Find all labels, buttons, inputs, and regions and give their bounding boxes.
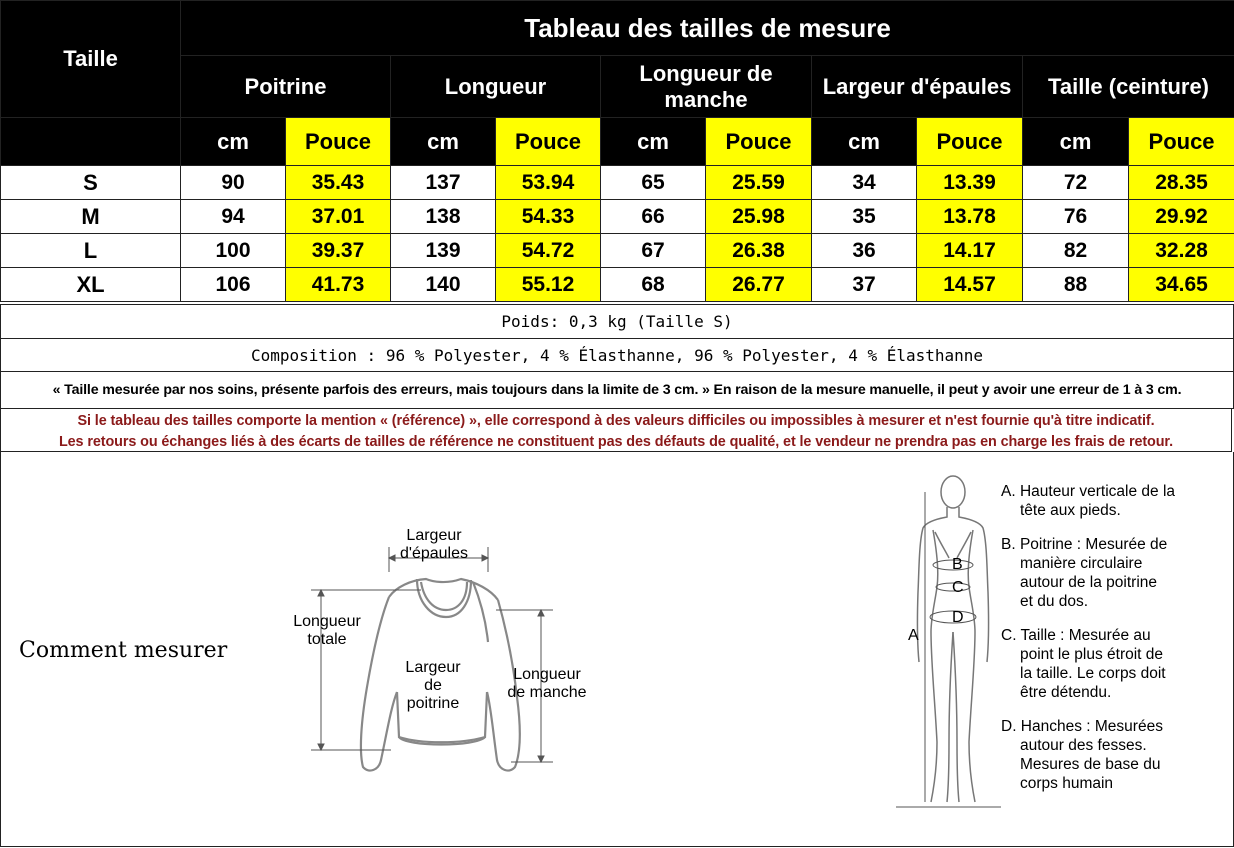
warning-line: Les retours ou échanges liés à des écarts de tailles de référence ne constituent pas des défauts de qualité, et le vendeur ne prendra pas en charge les frais de retour. [58,434,1174,450]
value-pouce: 14.17 [917,234,1023,268]
value-cm: 37 [812,268,917,302]
body-diagram [891,462,1001,812]
description-line: et du dos. [1020,593,1089,610]
size-column-header: Taille [1,1,181,118]
description-line: autour des fesses. [1020,737,1147,754]
description-line: D. Hanches : Mesurées [1001,718,1163,735]
measure-lines [311,547,553,762]
measurement-descriptions [1001,482,1231,808]
unit-cm: cm [601,118,706,166]
group-header-length: Longueur [391,56,601,118]
value-pouce: 41.73 [286,268,391,302]
weight-info: Poids: 0,3 kg (Taille S) [0,304,1234,339]
unit-pouce: Pouce [286,118,391,166]
description-line: la taille. Le corps doit [1020,665,1166,682]
value-pouce: 39.37 [286,234,391,268]
value-cm: 137 [391,166,496,200]
value-pouce: 26.77 [706,268,812,302]
value-cm: 82 [1023,234,1129,268]
table-row [1,268,1234,302]
value-cm: 35 [812,200,917,234]
value-cm: 34 [812,166,917,200]
value-pouce: 32.28 [1129,234,1234,268]
shoulder-label: d'épaules [400,545,468,562]
value-pouce: 35.43 [286,166,391,200]
description-line: corps humain [1020,775,1114,792]
description-line: manière circulaire [1020,555,1143,572]
unit-pouce: Pouce [917,118,1023,166]
unit-cm: cm [181,118,286,166]
sleeve-length-label: de manche [507,684,587,701]
unit-pouce: Pouce [496,118,601,166]
value-cm: 139 [391,234,496,268]
size-label: S [1,166,181,200]
value-pouce: 13.39 [917,166,1023,200]
description-line: point le plus étroit de [1020,646,1164,663]
body-outline [917,476,988,802]
composition-info: Composition : 96 % Polyester, 4 % Élasthanne, 96 % Polyester, 4 % Élasthanne [0,338,1234,372]
how-to-measure-label: Comment mesurer [19,638,228,663]
description-line: Mesures de base du [1020,756,1161,773]
description-line: autour de la poitrine [1020,574,1158,591]
value-pouce: 25.98 [706,200,812,234]
value-cm: 36 [812,234,917,268]
value-cm: 88 [1023,268,1129,302]
value-cm: 100 [181,234,286,268]
value-cm: 138 [391,200,496,234]
unit-pouce: Pouce [706,118,812,166]
group-header-waist: Taille (ceinture) [1023,56,1234,118]
reference-warning [0,409,1232,452]
table-row [1,234,1234,268]
description-item [1001,482,1231,520]
chest-label: de [424,677,442,694]
value-pouce: 29.92 [1129,200,1234,234]
value-cm: 67 [601,234,706,268]
description-line: A. Hauteur verticale de la [1001,483,1176,500]
description-item [1001,535,1231,611]
value-pouce: 55.12 [496,268,601,302]
value-pouce: 53.94 [496,166,601,200]
value-cm: 66 [601,200,706,234]
value-pouce: 13.78 [917,200,1023,234]
group-header-shoulder: Largeur d'épaules [812,56,1023,118]
size-label: L [1,234,181,268]
value-cm: 68 [601,268,706,302]
how-to-measure-section [0,452,1234,847]
value-pouce: 14.57 [917,268,1023,302]
total-length-label: Longueur [293,613,361,630]
unit-cm: cm [391,118,496,166]
chest-label: Largeur [405,659,461,676]
description-line: être détendu. [1020,684,1112,701]
size-label: XL [1,268,181,302]
value-cm: 140 [391,268,496,302]
description-item [1001,626,1231,702]
value-cm: 94 [181,200,286,234]
body-label-b: B [952,556,963,573]
group-header-chest: Poitrine [181,56,391,118]
value-pouce: 25.59 [706,166,812,200]
body-label-c: C [952,579,964,596]
value-cm: 106 [181,268,286,302]
value-pouce: 28.35 [1129,166,1234,200]
size-chart-table [0,0,1234,302]
description-line: B. Poitrine : Mesurée de [1001,536,1168,553]
value-pouce: 54.72 [496,234,601,268]
table-row [1,200,1234,234]
value-pouce: 26.38 [706,234,812,268]
value-cm: 72 [1023,166,1129,200]
shoulder-label: Largeur [406,527,462,544]
size-label: M [1,200,181,234]
description-line: tête aux pieds. [1020,502,1121,519]
chest-label: poitrine [406,695,460,712]
description-line: C. Taille : Mesurée au [1001,627,1151,644]
value-pouce: 37.01 [286,200,391,234]
warning-line: Si le tableau des tailles comporte la mention « (référence) », elle correspond à des valeurs difficiles ou impossibles à mesurer et n'est fournie qu'à titre indicatif. [77,413,1155,429]
table-row [1,166,1234,200]
unit-cm: cm [1023,118,1129,166]
body-label-d: D [952,609,964,626]
table-title: Tableau des tailles de mesure [181,1,1234,56]
description-item [1001,717,1231,793]
group-header-sleeve: Longueur de manche [601,56,812,118]
unit-spacer [1,118,181,166]
unit-cm: cm [812,118,917,166]
value-pouce: 34.65 [1129,268,1234,302]
unit-pouce: Pouce [1129,118,1234,166]
value-pouce: 54.33 [496,200,601,234]
total-length-label: totale [307,631,347,648]
value-cm: 90 [181,166,286,200]
value-cm: 76 [1023,200,1129,234]
measurement-note: « Taille mesurée par nos soins, présente parfois des erreurs, mais toujours dans la limite de 3 cm. » En raison de la mesure manuelle, il peut y avoir une erreur de 1 à 3 cm. [0,372,1234,409]
sweater-diagram [281,522,621,782]
value-cm: 65 [601,166,706,200]
body-label-a: A [908,627,919,644]
sleeve-length-label: Longueur [513,666,581,683]
